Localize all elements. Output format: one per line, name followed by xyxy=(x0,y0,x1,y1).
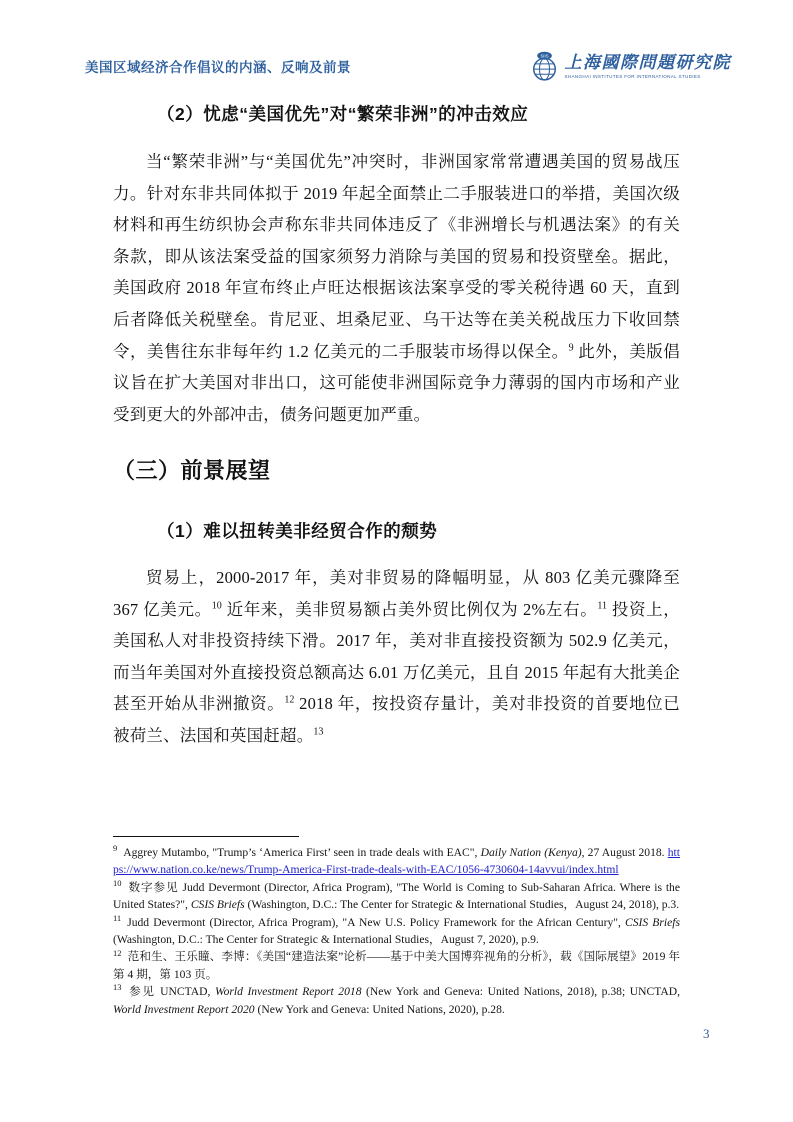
paragraph-2-text-d: 2018 年，按投资存量计，美对非投资的首要地位已被荷兰、法国和英国赶超。 xyxy=(113,694,681,745)
footnote-ref-13: 13 xyxy=(313,726,324,738)
footnote-ref-9: 9 xyxy=(568,342,574,354)
siis-logo xyxy=(529,50,732,83)
footnote-13 xyxy=(113,983,680,1018)
footnote-9-date: , 27 August 2018. xyxy=(581,846,665,859)
footnote-ref-10: 10 xyxy=(211,600,222,612)
footnotes-section xyxy=(113,836,680,1018)
footnote-10 xyxy=(113,879,680,914)
footnote-9-marker: 9 xyxy=(113,843,118,854)
paragraph-1 xyxy=(113,146,680,430)
footnote-12 xyxy=(113,948,680,983)
footnote-12-marker: 12 xyxy=(113,947,122,958)
footnote-10-source: CSIS Briefs xyxy=(190,898,245,912)
footnote-13-text-a: 参见 UNCTAD, xyxy=(127,985,215,999)
page-number: 3 xyxy=(703,1026,710,1041)
paragraph-2-text-c: 投资上，美国私人对非投资持续下滑。2017 年，美对非直接投资额为 502.9 亿美元，而当年美国对外直接投资总额高达 6.01 万亿美元，且自 2015 年起有大批美企甚至开始从非洲撤资。 xyxy=(113,599,681,714)
logo-name-en: SHANGHAI INSTITUTES FOR INTERNATIONAL STUDIES xyxy=(564,73,701,79)
footnote-11-pub: (Washington, D.C.: The Center for Strategic & International Studies，August 7, 2020), p.9. xyxy=(113,933,539,947)
footnote-ref-12: 12 xyxy=(284,694,295,706)
footnote-10-text: 数字参见 Judd Devermont (Director, Africa Program), "The World is Coming to Sub-Saharan Africa. Where is the United States?", xyxy=(113,880,680,912)
running-title: 美国区域经济合作倡议的内涵、反响及前景 xyxy=(85,60,351,75)
footnote-10-marker: 10 xyxy=(113,877,122,888)
heading-section-3: （三）前景展望 xyxy=(113,458,271,483)
footnote-13-source-a: World Investment Report 2018 xyxy=(214,985,362,999)
heading-section-3-1: （1）难以扭转美非经贸合作的颓势 xyxy=(157,521,438,541)
logo-text xyxy=(565,54,732,79)
footnote-13-marker: 13 xyxy=(113,982,122,993)
footnote-9-text: Aggrey Mutambo, "Trump’s ‘America First’ seen in trade deals with EAC", xyxy=(123,846,481,859)
footnote-11-source: CSIS Briefs xyxy=(625,915,681,929)
heading-section-2: （2）忧虑“美国优先”对“繁荣非洲”的冲击效应 xyxy=(157,104,529,124)
logo-acronym: SIIS xyxy=(539,53,549,59)
footnote-12-text: 范和生、王乐瞳、李博：《美国“建造法案”论析——基于中美大国博弈视角的分析》，载《国际展望》2019 年第 4 期，第 103 页。 xyxy=(113,950,680,981)
footnote-11-marker: 11 xyxy=(113,912,122,923)
footnote-9-link[interactable]: https://www.nation.co.ke/news/Trump-America-First-trade-deals-with-EAC/1056-4730604-14avvui/index.html xyxy=(113,846,680,877)
footnote-13-text-b: (New York and Geneva: United Nations, 2018), p.38; UNCTAD, xyxy=(361,985,680,999)
page-header xyxy=(85,50,731,83)
footnote-separator xyxy=(113,836,299,837)
footnote-9-source: Daily Nation (Kenya) xyxy=(480,846,582,859)
footnote-13-text-c: (New York and Geneva: United Nations, 2020), p.28. xyxy=(254,1002,505,1016)
footnote-13-source-b: World Investment Report 2020 xyxy=(113,1002,255,1016)
logo-name-cn: 上海國際問題研究院 xyxy=(564,53,731,73)
footnote-11-text: Judd Devermont (Director, Africa Program), "A New U.S. Policy Framework for the African Century", xyxy=(127,915,625,929)
paragraph-1-text-b: 此外，美版倡议旨在扩大美国对非出口，这可能使非洲国际竞争力薄弱的国内市场和产业受到更大的外部冲击，债务问题更加严重。 xyxy=(113,341,681,424)
paragraph-2-text-b: 近年来，美非贸易额占美外贸比例仅为 2%左右。 xyxy=(226,599,598,619)
paragraph-1-text-a: 当“繁荣非洲”与“美国优先”冲突时，非洲国家常常遭遇美国的贸易战压力。针对东非共同体拟于 2019 年起全面禁止二手服装进口的举措，美国次级材料和再生纺织协会声称东非共同体违反了《非洲增长与机遇法案》的有关条款，即从该法案受益的国家须努力消除与美国的贸易和投资壁垒。据此，美国政府 2018 年宣布终止卢旺达根据该法案享受的零关税待遇 60 天，直到后者降低关税壁垒。肯尼亚、坦桑尼亚、乌干达等在美关税战压力下收回禁令，美售往东非每年约 1.2 亿美元的二手服装市场得以保全。 xyxy=(113,152,680,361)
footnote-9 xyxy=(113,844,680,879)
footnote-ref-11: 11 xyxy=(597,600,608,612)
paragraph-2-text-a: 贸易上，2000-2017 年，美对非贸易的降幅明显，从 803 亿美元骤降至 367 亿美元。 xyxy=(113,568,680,619)
globe-icon xyxy=(529,50,560,83)
footnote-10-pub: (Washington, D.C.: The Center for Strategic & International Studies，August 24, 2018), p.3. xyxy=(244,898,680,912)
paragraph-2 xyxy=(113,562,680,752)
footnote-11 xyxy=(113,914,680,949)
